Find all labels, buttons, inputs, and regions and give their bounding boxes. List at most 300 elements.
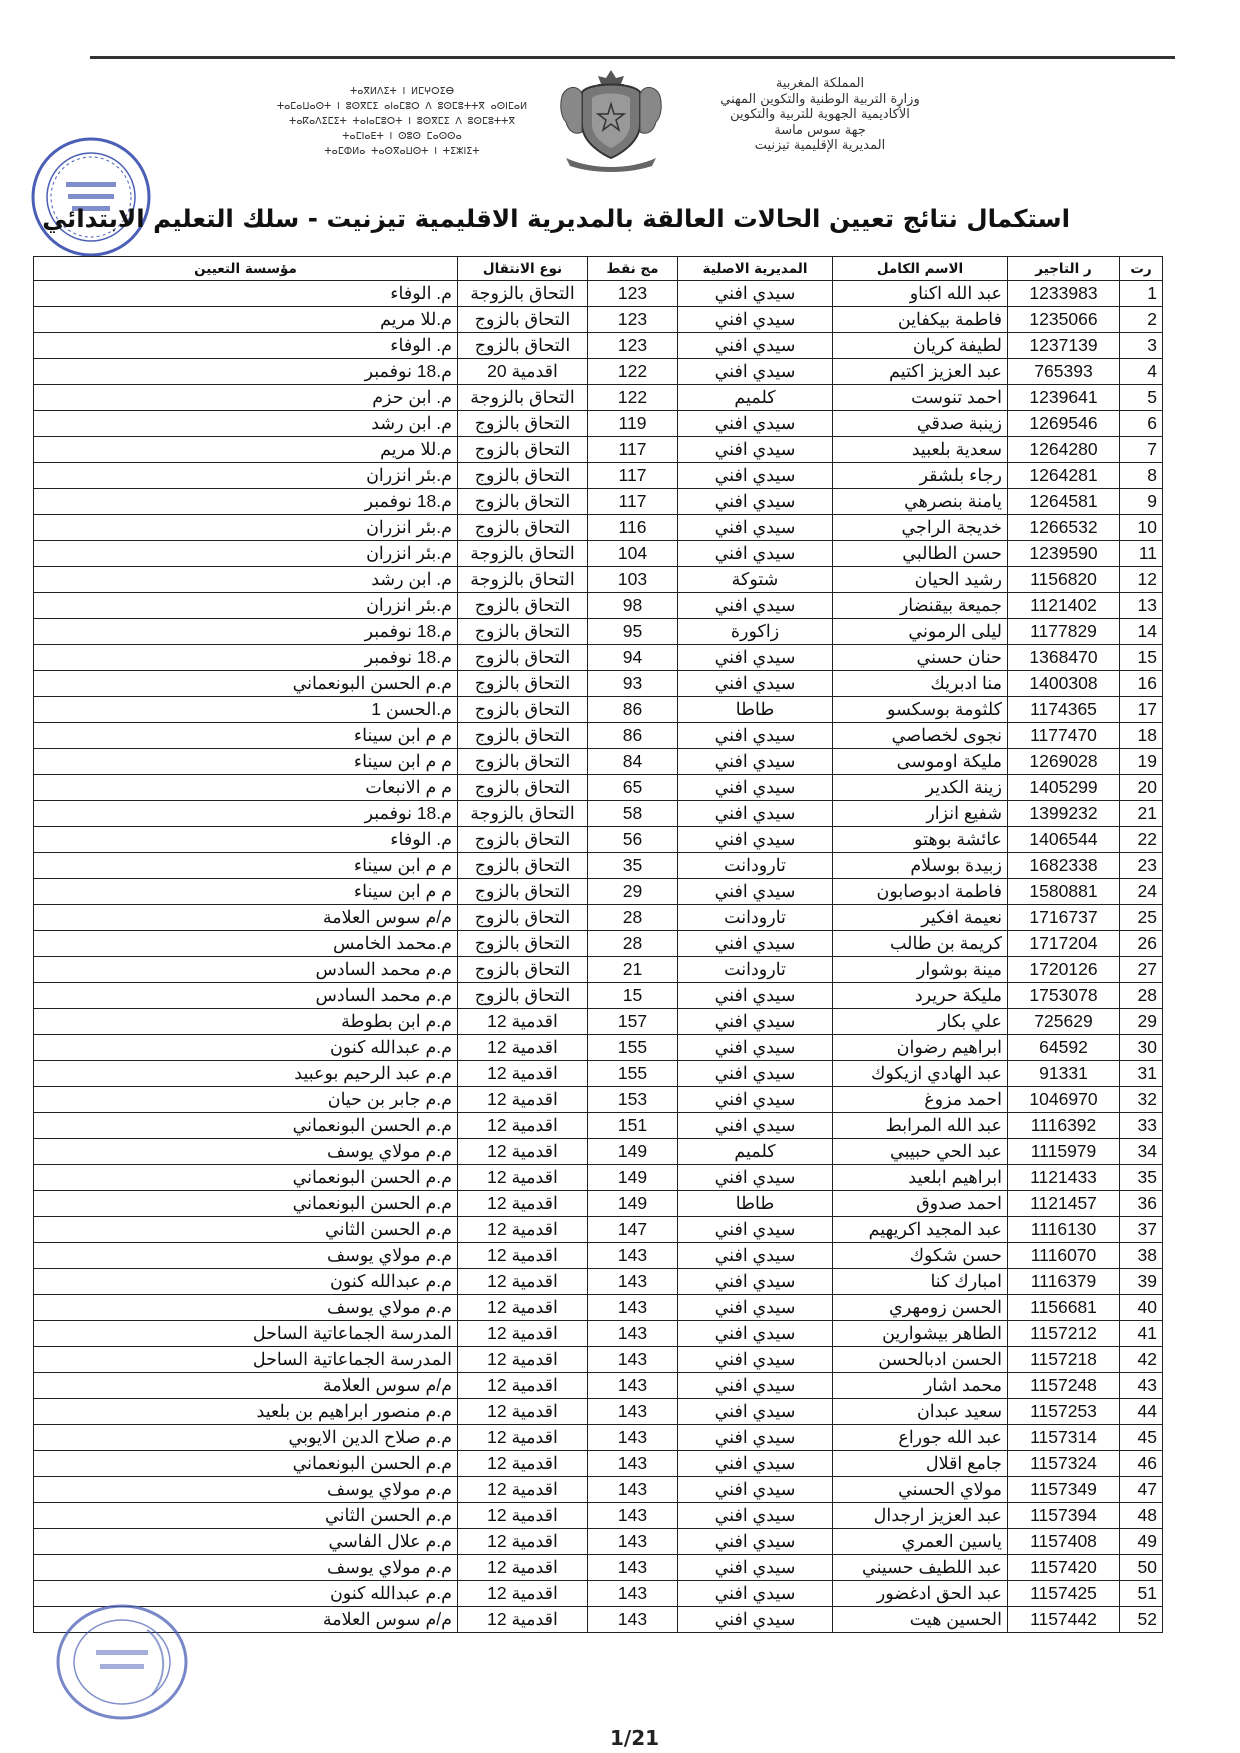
assigned-institution-cell: م.م مولاي يوسف <box>34 1243 458 1269</box>
assigned-institution-cell: م م ابن سيناء <box>34 853 458 879</box>
header-line: ⵜⴰⴳⵍⴷⵉⵜ ⵏ ⵍⵎⵖⵔⵉⴱ <box>349 86 455 97</box>
full-name-cell: شفيع انزار <box>833 801 1008 827</box>
registration-number-cell: 1157218 <box>1008 1347 1120 1373</box>
column-header: المديرية الاصلية <box>678 257 833 281</box>
points-total-cell: 149 <box>588 1165 678 1191</box>
points-total-cell: 21 <box>588 957 678 983</box>
row-number-cell: 47 <box>1120 1477 1163 1503</box>
points-total-cell: 119 <box>588 411 678 437</box>
assigned-institution-cell: م.م جابر بن حيان <box>34 1087 458 1113</box>
points-total-cell: 123 <box>588 307 678 333</box>
points-total-cell: 58 <box>588 801 678 827</box>
registration-number-cell: 1716737 <box>1008 905 1120 931</box>
points-total-cell: 153 <box>588 1087 678 1113</box>
registration-number-cell: 1156820 <box>1008 567 1120 593</box>
table-row <box>34 749 1163 775</box>
header-line: جهة سوس ماسة <box>774 122 866 138</box>
row-number-cell: 45 <box>1120 1425 1163 1451</box>
origin-directorate-cell: سيدي افني <box>678 723 833 749</box>
transfer-type-cell: التحاق بالزوج <box>458 489 588 515</box>
table-row <box>34 1529 1163 1555</box>
row-number-cell: 18 <box>1120 723 1163 749</box>
full-name-cell: كلثومة بوسكسو <box>833 697 1008 723</box>
full-name-cell: عبد الله المرابط <box>833 1113 1008 1139</box>
table-row <box>34 827 1163 853</box>
registration-number-cell: 1177470 <box>1008 723 1120 749</box>
registration-number-cell: 1368470 <box>1008 645 1120 671</box>
points-total-cell: 147 <box>588 1217 678 1243</box>
origin-directorate-cell: شتوكة <box>678 567 833 593</box>
full-name-cell: سعدية بلعبيد <box>833 437 1008 463</box>
registration-number-cell: 765393 <box>1008 359 1120 385</box>
assigned-institution-cell: م.بئر انزران <box>34 541 458 567</box>
row-number-cell: 25 <box>1120 905 1163 931</box>
transfer-type-cell: اقدمية 12 <box>458 1503 588 1529</box>
full-name-cell: الحسين هيت <box>833 1607 1008 1633</box>
registration-number-cell: 1157324 <box>1008 1451 1120 1477</box>
table-row <box>34 541 1163 567</box>
table-row <box>34 385 1163 411</box>
table-row <box>34 1009 1163 1035</box>
registration-number-cell: 1157442 <box>1008 1607 1120 1633</box>
royal-crest-icon <box>552 66 670 174</box>
full-name-cell: نعيمة افكير <box>833 905 1008 931</box>
origin-directorate-cell: سيدي افني <box>678 801 833 827</box>
registration-number-cell: 1157408 <box>1008 1529 1120 1555</box>
row-number-cell: 42 <box>1120 1347 1163 1373</box>
transfer-type-cell: التحاق بالزوج <box>458 593 588 619</box>
assigned-institution-cell: م/م سوس العلامة <box>34 1607 458 1633</box>
table-row <box>34 645 1163 671</box>
transfer-type-cell: اقدمية 12 <box>458 1165 588 1191</box>
points-total-cell: 117 <box>588 489 678 515</box>
table-row <box>34 1217 1163 1243</box>
origin-directorate-cell: تارودانت <box>678 957 833 983</box>
points-total-cell: 143 <box>588 1399 678 1425</box>
points-total-cell: 155 <box>588 1035 678 1061</box>
full-name-cell: زبيدة بوسلام <box>833 853 1008 879</box>
row-number-cell: 16 <box>1120 671 1163 697</box>
table-row <box>34 697 1163 723</box>
origin-directorate-cell: سيدي افني <box>678 827 833 853</box>
origin-directorate-cell: سيدي افني <box>678 1061 833 1087</box>
registration-number-cell: 1177829 <box>1008 619 1120 645</box>
row-number-cell: 3 <box>1120 333 1163 359</box>
table-row <box>34 905 1163 931</box>
assigned-institution-cell: م م ابن سيناء <box>34 879 458 905</box>
assigned-institution-cell: م.م منصور ابراهيم بن بلعيد <box>34 1399 458 1425</box>
table-row <box>34 411 1163 437</box>
transfer-type-cell: التحاق بالزوج <box>458 411 588 437</box>
transfer-type-cell: اقدمية 12 <box>458 1113 588 1139</box>
full-name-cell: الطاهر بيشوارين <box>833 1321 1008 1347</box>
registration-number-cell: 1717204 <box>1008 931 1120 957</box>
transfer-type-cell: التحاق بالزوج <box>458 853 588 879</box>
origin-directorate-cell: سيدي افني <box>678 1503 833 1529</box>
table-row <box>34 1425 1163 1451</box>
points-total-cell: 93 <box>588 671 678 697</box>
points-total-cell: 86 <box>588 697 678 723</box>
origin-directorate-cell: سيدي افني <box>678 281 833 307</box>
points-total-cell: 143 <box>588 1269 678 1295</box>
assigned-institution-cell: م م ابن سيناء <box>34 749 458 775</box>
row-number-cell: 37 <box>1120 1217 1163 1243</box>
full-name-cell: عبد الحي حبيبي <box>833 1139 1008 1165</box>
transfer-type-cell: اقدمية 12 <box>458 1373 588 1399</box>
row-number-cell: 46 <box>1120 1451 1163 1477</box>
assigned-institution-cell: م.الحسن 1 <box>34 697 458 723</box>
transfer-type-cell: التحاق بالزوجة <box>458 567 588 593</box>
registration-number-cell: 1400308 <box>1008 671 1120 697</box>
registration-number-cell: 1116379 <box>1008 1269 1120 1295</box>
registration-number-cell: 1237139 <box>1008 333 1120 359</box>
table-row <box>34 1113 1163 1139</box>
registration-number-cell: 1157212 <box>1008 1321 1120 1347</box>
assigned-institution-cell: م.م الحسن البونعماني <box>34 1191 458 1217</box>
full-name-cell: حسن شكوك <box>833 1243 1008 1269</box>
origin-directorate-cell: سيدي افني <box>678 359 833 385</box>
row-number-cell: 32 <box>1120 1087 1163 1113</box>
row-number-cell: 30 <box>1120 1035 1163 1061</box>
origin-directorate-cell: سيدي افني <box>678 1555 833 1581</box>
table-row <box>34 489 1163 515</box>
row-number-cell: 17 <box>1120 697 1163 723</box>
document-title: استكمال نتائج تعيين الحالات العالقة بالمديرية الاقليمية تيزنيت - سلك التعليم الابتدائي <box>42 204 1070 233</box>
origin-directorate-cell: سيدي افني <box>678 1243 833 1269</box>
table-row <box>34 359 1163 385</box>
origin-directorate-cell: سيدي افني <box>678 437 833 463</box>
assigned-institution-cell: م.م عبدالله كنون <box>34 1035 458 1061</box>
origin-directorate-cell: تارودانت <box>678 905 833 931</box>
table-row <box>34 801 1163 827</box>
registration-number-cell: 1157253 <box>1008 1399 1120 1425</box>
header-line: ⵜⴰⵎⴰⵡⴰⵙⵜ ⵏ ⵓⵙⴳⵎⵉ ⴰⵏⴰⵎⵓⵔ ⴷ ⵓⵙⵎⵓⵜⵜⴳ ⴰⵙⵏⵎⴰⵍ <box>276 101 528 112</box>
full-name-cell: جامع اقلال <box>833 1451 1008 1477</box>
transfer-type-cell: التحاق بالزوجة <box>458 541 588 567</box>
transfer-type-cell: اقدمية 12 <box>458 1451 588 1477</box>
points-total-cell: 103 <box>588 567 678 593</box>
row-number-cell: 50 <box>1120 1555 1163 1581</box>
assigned-institution-cell: م.للا مريم <box>34 307 458 333</box>
full-name-cell: مليكة اوموسى <box>833 749 1008 775</box>
registration-number-cell: 1157420 <box>1008 1555 1120 1581</box>
registration-number-cell: 1269028 <box>1008 749 1120 775</box>
assigned-institution-cell: م.م عبدالله كنون <box>34 1269 458 1295</box>
points-total-cell: 143 <box>588 1581 678 1607</box>
assigned-institution-cell: م.للا مريم <box>34 437 458 463</box>
transfer-type-cell: اقدمية 12 <box>458 1269 588 1295</box>
row-number-cell: 41 <box>1120 1321 1163 1347</box>
origin-directorate-cell: سيدي افني <box>678 749 833 775</box>
assigned-institution-cell: م.م مولاي يوسف <box>34 1477 458 1503</box>
transfer-type-cell: التحاق بالزوج <box>458 827 588 853</box>
transfer-type-cell: اقدمية 12 <box>458 1581 588 1607</box>
origin-directorate-cell: سيدي افني <box>678 983 833 1009</box>
registration-number-cell: 1235066 <box>1008 307 1120 333</box>
full-name-cell: امبارك كنا <box>833 1269 1008 1295</box>
full-name-cell: فاطمة ادبوصابون <box>833 879 1008 905</box>
row-number-cell: 29 <box>1120 1009 1163 1035</box>
full-name-cell: رشيد الحيان <box>833 567 1008 593</box>
transfer-type-cell: التحاق بالزوجة <box>458 801 588 827</box>
points-total-cell: 143 <box>588 1373 678 1399</box>
transfer-type-cell: التحاق بالزوج <box>458 983 588 1009</box>
row-number-cell: 51 <box>1120 1581 1163 1607</box>
ministry-header-arabic <box>690 76 950 154</box>
points-total-cell: 86 <box>588 723 678 749</box>
assigned-institution-cell: م م الانبعات <box>34 775 458 801</box>
origin-directorate-cell: سيدي افني <box>678 1425 833 1451</box>
full-name-cell: عبد اللطيف حسيني <box>833 1555 1008 1581</box>
column-header: مج نقط <box>588 257 678 281</box>
table-row <box>34 775 1163 801</box>
points-total-cell: 35 <box>588 853 678 879</box>
row-number-cell: 19 <box>1120 749 1163 775</box>
registration-number-cell: 1121402 <box>1008 593 1120 619</box>
origin-directorate-cell: سيدي افني <box>678 1295 833 1321</box>
table-row <box>34 515 1163 541</box>
row-number-cell: 8 <box>1120 463 1163 489</box>
assigned-institution-cell: م.م مولاي يوسف <box>34 1555 458 1581</box>
row-number-cell: 40 <box>1120 1295 1163 1321</box>
registration-number-cell: 1406544 <box>1008 827 1120 853</box>
table-row <box>34 1295 1163 1321</box>
row-number-cell: 44 <box>1120 1399 1163 1425</box>
assigned-institution-cell: م.18 نوفمبر <box>34 359 458 385</box>
full-name-cell: عبد الحق ادغضور <box>833 1581 1008 1607</box>
registration-number-cell: 1157425 <box>1008 1581 1120 1607</box>
row-number-cell: 35 <box>1120 1165 1163 1191</box>
points-total-cell: 29 <box>588 879 678 905</box>
registration-number-cell: 725629 <box>1008 1009 1120 1035</box>
row-number-cell: 38 <box>1120 1243 1163 1269</box>
points-total-cell: 143 <box>588 1555 678 1581</box>
full-name-cell: احمد صدوق <box>833 1191 1008 1217</box>
full-name-cell: ابراهيم رضوان <box>833 1035 1008 1061</box>
transfer-type-cell: اقدمية 12 <box>458 1399 588 1425</box>
assigned-institution-cell: المدرسة الجماعاتية الساحل <box>34 1347 458 1373</box>
points-total-cell: 123 <box>588 281 678 307</box>
registration-number-cell: 1116130 <box>1008 1217 1120 1243</box>
registration-number-cell: 1399232 <box>1008 801 1120 827</box>
registration-number-cell: 1239590 <box>1008 541 1120 567</box>
points-total-cell: 143 <box>588 1607 678 1633</box>
points-total-cell: 123 <box>588 333 678 359</box>
row-number-cell: 15 <box>1120 645 1163 671</box>
origin-directorate-cell: سيدي افني <box>678 1607 833 1633</box>
table-row <box>34 1607 1163 1633</box>
assigned-institution-cell: م.م الحسن البونعماني <box>34 1165 458 1191</box>
origin-directorate-cell: سيدي افني <box>678 1321 833 1347</box>
assigned-institution-cell: م. ابن رشد <box>34 567 458 593</box>
assigned-institution-cell: م.محمد الخامس <box>34 931 458 957</box>
points-total-cell: 104 <box>588 541 678 567</box>
assigned-institution-cell: م.م الحسن البونعماني <box>34 1451 458 1477</box>
transfer-type-cell: التحاق بالزوج <box>458 437 588 463</box>
assigned-institution-cell: م. الوفاء <box>34 333 458 359</box>
transfer-type-cell: اقدمية 12 <box>458 1529 588 1555</box>
row-number-cell: 12 <box>1120 567 1163 593</box>
points-total-cell: 122 <box>588 385 678 411</box>
transfer-type-cell: التحاق بالزوج <box>458 645 588 671</box>
assigned-institution-cell: م م ابن سيناء <box>34 723 458 749</box>
transfer-type-cell: التحاق بالزوج <box>458 879 588 905</box>
row-number-cell: 33 <box>1120 1113 1163 1139</box>
row-number-cell: 2 <box>1120 307 1163 333</box>
registration-number-cell: 64592 <box>1008 1035 1120 1061</box>
header-rule <box>90 56 1175 59</box>
points-total-cell: 143 <box>588 1503 678 1529</box>
points-total-cell: 143 <box>588 1451 678 1477</box>
registration-number-cell: 1720126 <box>1008 957 1120 983</box>
points-total-cell: 143 <box>588 1347 678 1373</box>
assigned-institution-cell: م.م علال الفاسي <box>34 1529 458 1555</box>
row-number-cell: 34 <box>1120 1139 1163 1165</box>
assigned-institution-cell: م.م صلاح الدين الايوبي <box>34 1425 458 1451</box>
table-row <box>34 1555 1163 1581</box>
table-row <box>34 931 1163 957</box>
full-name-cell: مولاي الحسني <box>833 1477 1008 1503</box>
official-stamp-icon <box>28 134 154 260</box>
table-row <box>34 1165 1163 1191</box>
full-name-cell: زينة الكدير <box>833 775 1008 801</box>
row-number-cell: 7 <box>1120 437 1163 463</box>
transfer-type-cell: اقدمية 12 <box>458 1295 588 1321</box>
origin-directorate-cell: سيدي افني <box>678 1529 833 1555</box>
transfer-type-cell: اقدمية 12 <box>458 1191 588 1217</box>
origin-directorate-cell: سيدي افني <box>678 931 833 957</box>
header-line: المملكة المغربية <box>775 76 865 91</box>
table-row <box>34 1373 1163 1399</box>
points-total-cell: 65 <box>588 775 678 801</box>
table-row <box>34 1503 1163 1529</box>
table-row <box>34 593 1163 619</box>
row-number-cell: 20 <box>1120 775 1163 801</box>
full-name-cell: ليلى الرموني <box>833 619 1008 645</box>
ministry-header-tifinagh <box>262 84 542 159</box>
full-name-cell: فاطمة بيكفاين <box>833 307 1008 333</box>
registration-number-cell: 1157314 <box>1008 1425 1120 1451</box>
registration-number-cell: 1156681 <box>1008 1295 1120 1321</box>
registration-number-cell: 1174365 <box>1008 697 1120 723</box>
points-total-cell: 117 <box>588 463 678 489</box>
full-name-cell: سعيد عبدان <box>833 1399 1008 1425</box>
row-number-cell: 4 <box>1120 359 1163 385</box>
table-row <box>34 1035 1163 1061</box>
row-number-cell: 1 <box>1120 281 1163 307</box>
points-total-cell: 143 <box>588 1295 678 1321</box>
origin-directorate-cell: سيدي افني <box>678 879 833 905</box>
results-table <box>33 256 1163 1633</box>
row-number-cell: 43 <box>1120 1373 1163 1399</box>
assigned-institution-cell: م.م الحسن الثاني <box>34 1217 458 1243</box>
origin-directorate-cell: سيدي افني <box>678 645 833 671</box>
registration-number-cell: 1116392 <box>1008 1113 1120 1139</box>
transfer-type-cell: التحاق بالزوج <box>458 775 588 801</box>
table-row <box>34 281 1163 307</box>
transfer-type-cell: التحاق بالزوجة <box>458 281 588 307</box>
row-number-cell: 10 <box>1120 515 1163 541</box>
table-row <box>34 1581 1163 1607</box>
full-name-cell: ياسين العمري <box>833 1529 1008 1555</box>
table-row <box>34 983 1163 1009</box>
assigned-institution-cell: م.18 نوفمبر <box>34 645 458 671</box>
table-row <box>34 1191 1163 1217</box>
table-row <box>34 723 1163 749</box>
row-number-cell: 22 <box>1120 827 1163 853</box>
row-number-cell: 27 <box>1120 957 1163 983</box>
assigned-institution-cell: م.18 نوفمبر <box>34 801 458 827</box>
assigned-institution-cell: م.م الحسن البونعماني <box>34 671 458 697</box>
table-row <box>34 307 1163 333</box>
transfer-type-cell: التحاق بالزوج <box>458 749 588 775</box>
assigned-institution-cell: م.بئر انزران <box>34 515 458 541</box>
header-line: ⵜⴰⵎⵏⴰⴹⵜ ⵏ ⵙⵓⵙ ⵎⴰⵙⵙⴰ <box>342 131 462 142</box>
row-number-cell: 39 <box>1120 1269 1163 1295</box>
origin-directorate-cell: سيدي افني <box>678 489 833 515</box>
full-name-cell: عبد العزيز اكتيم <box>833 359 1008 385</box>
table-row <box>34 1061 1163 1087</box>
transfer-type-cell: التحاق بالزوج <box>458 307 588 333</box>
registration-number-cell: 1269546 <box>1008 411 1120 437</box>
table-row <box>34 1321 1163 1347</box>
full-name-cell: عبد العزيز ارجدال <box>833 1503 1008 1529</box>
table-row <box>34 463 1163 489</box>
registration-number-cell: 91331 <box>1008 1061 1120 1087</box>
registration-number-cell: 1264581 <box>1008 489 1120 515</box>
points-total-cell: 143 <box>588 1243 678 1269</box>
full-name-cell: احمد تنوست <box>833 385 1008 411</box>
header-line: ⵜⴰⴽⴰⴷⵉⵎⵉⵜ ⵜⴰⵏⴰⵎⵓⵔⵜ ⵏ ⵓⵙⴳⵎⵉ ⴷ ⵓⵙⵎⵓⵜⵜⴳ <box>289 116 515 127</box>
points-total-cell: 151 <box>588 1113 678 1139</box>
transfer-type-cell: التحاق بالزوج <box>458 619 588 645</box>
transfer-type-cell: التحاق بالزوج <box>458 671 588 697</box>
points-total-cell: 149 <box>588 1139 678 1165</box>
origin-directorate-cell: زاكورة <box>678 619 833 645</box>
assigned-institution-cell: م.م عبد الرحيم بوعبيد <box>34 1061 458 1087</box>
origin-directorate-cell: سيدي افني <box>678 307 833 333</box>
table-row <box>34 1139 1163 1165</box>
column-header: الاسم الكامل <box>833 257 1008 281</box>
points-total-cell: 95 <box>588 619 678 645</box>
origin-directorate-cell: سيدي افني <box>678 1451 833 1477</box>
registration-number-cell: 1580881 <box>1008 879 1120 905</box>
table-header-row <box>34 257 1163 281</box>
registration-number-cell: 1405299 <box>1008 775 1120 801</box>
full-name-cell: علي بكار <box>833 1009 1008 1035</box>
registration-number-cell: 1116070 <box>1008 1243 1120 1269</box>
table-row <box>34 1399 1163 1425</box>
full-name-cell: نجوى لخصاصي <box>833 723 1008 749</box>
transfer-type-cell: اقدمية 12 <box>458 1061 588 1087</box>
assigned-institution-cell: م.م مولاي يوسف <box>34 1295 458 1321</box>
page-number: 1/21 <box>610 1726 660 1750</box>
origin-directorate-cell: سيدي افني <box>678 515 833 541</box>
transfer-type-cell: التحاق بالزوج <box>458 697 588 723</box>
table-row <box>34 671 1163 697</box>
full-name-cell: زينبة صدقي <box>833 411 1008 437</box>
full-name-cell: رجاء بلشقر <box>833 463 1008 489</box>
points-total-cell: 155 <box>588 1061 678 1087</box>
column-header: مؤسسة التعيين <box>34 257 458 281</box>
header-line: الأكاديمية الجهوية للتربية والتكوين <box>730 107 910 122</box>
origin-directorate-cell: سيدي افني <box>678 1477 833 1503</box>
transfer-type-cell: التحاق بالزوج <box>458 723 588 749</box>
row-number-cell: 48 <box>1120 1503 1163 1529</box>
transfer-type-cell: التحاق بالزوج <box>458 463 588 489</box>
origin-directorate-cell: سيدي افني <box>678 1269 833 1295</box>
full-name-cell: لطيفة كريان <box>833 333 1008 359</box>
